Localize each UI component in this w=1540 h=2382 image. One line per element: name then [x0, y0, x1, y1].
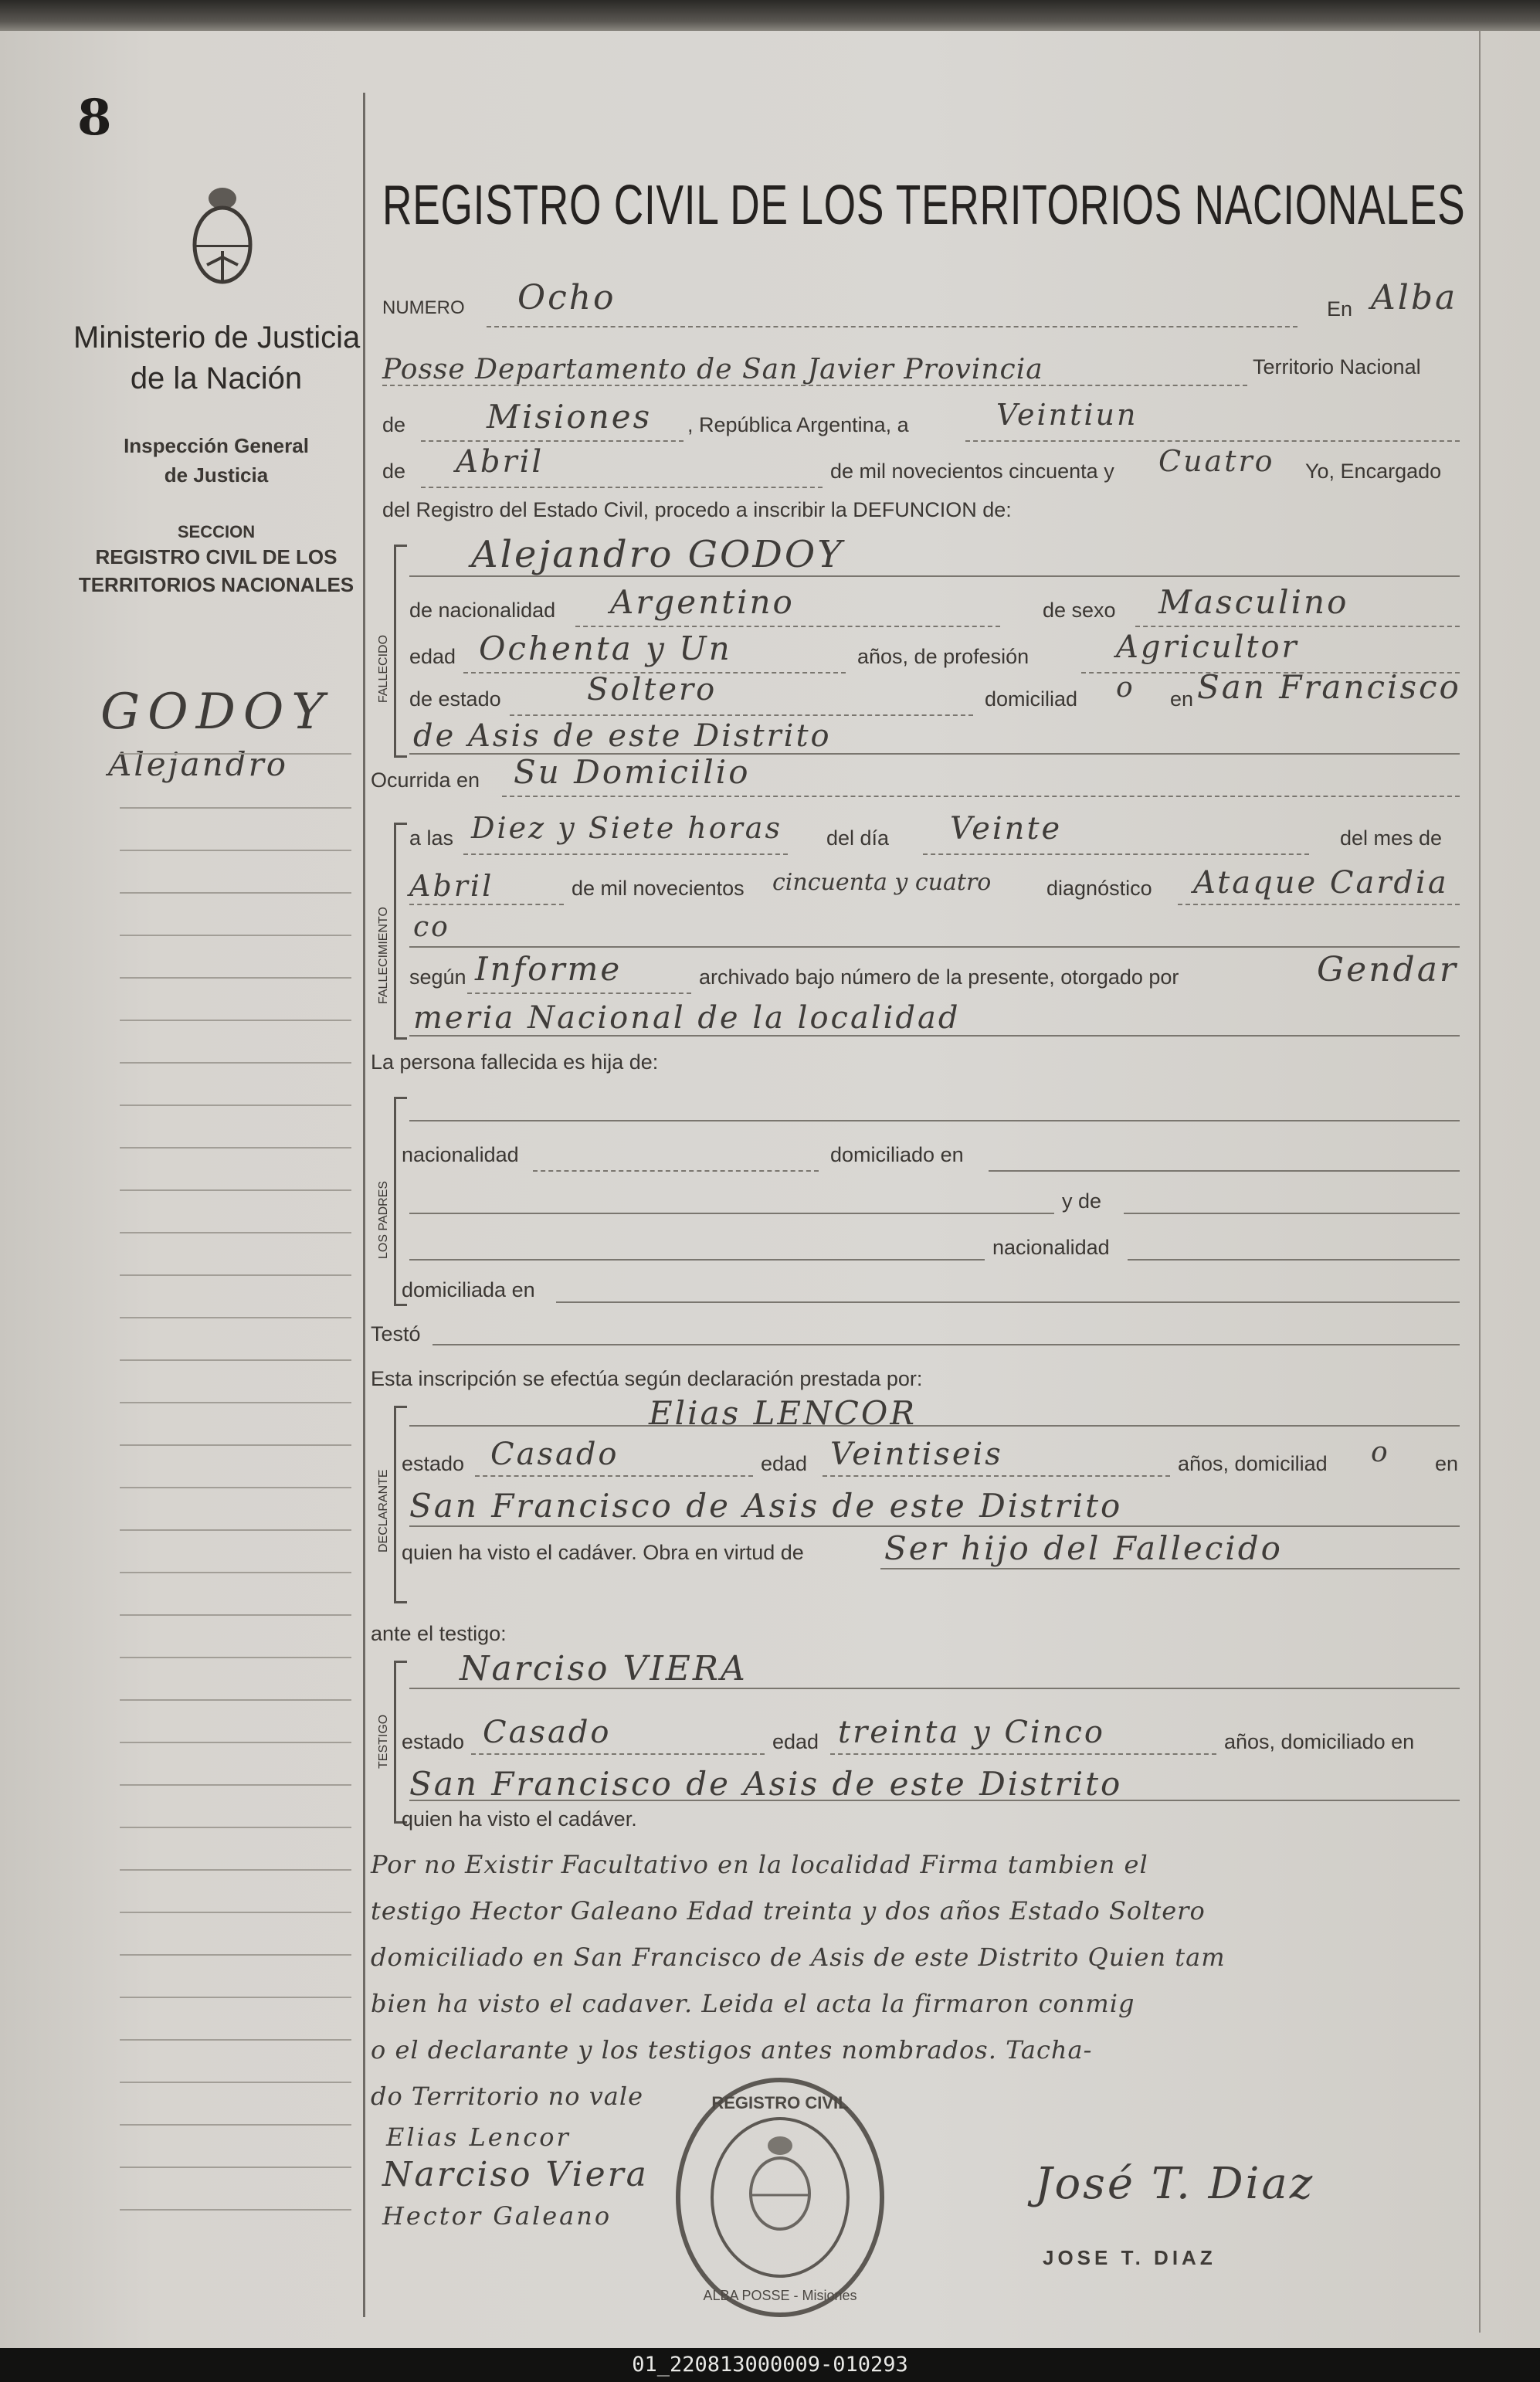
- line-nacionalidad: [575, 626, 1000, 627]
- signature-testigo-1: Narciso Viera: [382, 2155, 649, 2194]
- label-domiciliada-en: domiciliada en: [402, 1278, 535, 1301]
- value-testigo: Narciso VIERA: [460, 1649, 748, 1688]
- label-mil-nov: de mil novecientos: [572, 877, 745, 900]
- page-number: 8: [77, 89, 112, 147]
- line-mes: [409, 904, 564, 905]
- margin-rule: [120, 1147, 351, 1149]
- label-del-dia: del día: [826, 826, 890, 850]
- ministry-line-2: de la Nación: [130, 361, 303, 395]
- index-surname: GODOY: [100, 684, 332, 741]
- line-testigo-estado: [471, 1753, 765, 1755]
- line-madre-nombre: [1124, 1213, 1460, 1214]
- civil-registry-stamp-icon: [664, 2070, 896, 2325]
- section-line-2: REGISTRO CIVIL DE LOS: [95, 545, 338, 568]
- line-ocurrida: [502, 796, 1460, 797]
- register-page: [0, 31, 1540, 2348]
- label-en: En: [1327, 297, 1353, 321]
- line-estado: [510, 714, 973, 716]
- value-ano: Cuatro: [1158, 444, 1275, 478]
- label-inscripcion: Esta inscripción se efectúa según declaración prestada por:: [371, 1367, 923, 1390]
- label-domiciliad: domiciliad: [985, 687, 1078, 711]
- value-nacionalidad: Argentino: [610, 583, 795, 621]
- index-given-name: Alejandro: [108, 745, 288, 783]
- value-estado: Soltero: [587, 672, 717, 707]
- section-line-1: SECCION: [177, 522, 256, 541]
- label-a-las: a las: [409, 826, 454, 850]
- label-en-1: en: [1170, 687, 1194, 711]
- line-dia: [923, 853, 1309, 855]
- margin-rule: [120, 1827, 351, 1828]
- column-divider: [363, 93, 365, 2317]
- label-sexo: de sexo: [1043, 599, 1116, 622]
- value-domicilio-1: San Francisco: [1197, 668, 1461, 706]
- margin-rule: [120, 1487, 351, 1488]
- margin-rule: [120, 1742, 351, 1743]
- page-title: REGISTRO CIVIL DE LOS TERRITORIOS NACIONALES: [382, 175, 1466, 236]
- margin-rule: [120, 1062, 351, 1064]
- ministry-line-1: Ministerio de Justicia: [73, 321, 361, 355]
- line-declarante-domicilio: [409, 1525, 1460, 1527]
- label-republica: , República Argentina, a: [687, 413, 909, 436]
- side-label-fallecimiento: FALLECIMIENTO: [377, 907, 390, 1004]
- value-virtud: Ser hijo del Fallecido: [884, 1529, 1283, 1567]
- side-label-fallecido: FALLECIDO: [377, 634, 390, 703]
- margin-rule: [120, 1699, 351, 1701]
- margin-rule: [120, 2082, 351, 2083]
- stamp-bottom-text: ALBA POSSE - Misiones: [703, 2288, 857, 2303]
- bracket-padres: [394, 1097, 407, 1306]
- margin-rule: [120, 935, 351, 936]
- label-ante-testigo: ante el testigo:: [371, 1622, 507, 1645]
- line-padre-domicilio-2: [409, 1213, 1054, 1214]
- value-edad: Ochenta y Un: [479, 629, 732, 667]
- label-territorio: Territorio Nacional: [1253, 355, 1421, 378]
- line-madre-domicilio: [556, 1301, 1460, 1303]
- label-ocurrida: Ocurrida en: [371, 769, 480, 792]
- line-diagnostico: [1178, 904, 1460, 905]
- value-numero: Ocho: [517, 278, 616, 317]
- side-label-declarante: DECLARANTE: [377, 1469, 390, 1552]
- stamp-top-text: REGISTRO CIVIL: [711, 2093, 849, 2112]
- line-diagnostico-2: [409, 946, 1460, 948]
- line-numero: [487, 326, 1297, 327]
- label-de-1: de: [382, 413, 406, 436]
- section-line-3: TERRITORIOS NACIONALES: [78, 573, 354, 596]
- label-anos-dom-3: años, domiciliado en: [1224, 1730, 1415, 1753]
- label-del-mes: del mes de: [1340, 826, 1443, 850]
- margin-rule: [120, 892, 351, 894]
- label-anos-dom: años, domiciliad: [1178, 1452, 1328, 1475]
- note-line-4: bien ha visto el cadaver. Leida el acta la firmaron conmig: [371, 1989, 1135, 2018]
- label-mil: de mil novecientos cincuenta y: [830, 460, 1114, 483]
- line-hora: [463, 853, 788, 855]
- note-line-2: testigo Hector Galeano Edad treinta y dos años Estado Soltero: [371, 1896, 1206, 1926]
- top-edge: [0, 0, 1540, 31]
- value-otorgado-2: meria Nacional de la localidad: [413, 1000, 961, 1036]
- label-en-2: en: [1435, 1452, 1459, 1475]
- value-departamento: Posse Departamento de San Javier Provincia: [382, 354, 1043, 385]
- margin-rule: [120, 2124, 351, 2126]
- label-segun: según: [409, 965, 466, 989]
- line-declarante-edad: [823, 1475, 1170, 1477]
- line-testigo: [409, 1688, 1460, 1689]
- label-nacionalidad: de nacionalidad: [409, 599, 556, 622]
- line-provincia: [421, 440, 684, 442]
- line-declarante: [409, 1425, 1460, 1427]
- bracket-fallecimiento: [394, 823, 407, 1040]
- label-registro: del Registro del Estado Civil, procedo a inscribir la DEFUNCION de:: [382, 498, 1012, 521]
- line-testigo-domicilio: [409, 1800, 1460, 1801]
- line-virtud: [880, 1568, 1460, 1569]
- side-label-testigo: TESTIGO: [377, 1714, 390, 1769]
- value-testigo-edad: treinta y Cinco: [838, 1715, 1106, 1750]
- coat-of-arms-icon: [184, 182, 261, 294]
- margin-rule: [120, 1997, 351, 1998]
- line-departamento: [382, 385, 1247, 386]
- label-de-2: de: [382, 460, 406, 483]
- margin-rule: [120, 2039, 351, 2041]
- value-dia-registro: Veintiun: [996, 398, 1138, 432]
- margin-rule: [120, 1189, 351, 1191]
- margin-rule: [120, 1104, 351, 1106]
- value-declarante-dom-sufijo: o: [1371, 1437, 1390, 1468]
- official-name: JOSE T. DIAZ: [1043, 2246, 1216, 2269]
- value-nombre: Alejandro GODOY: [471, 533, 844, 576]
- label-nacionalidad-2: nacionalidad: [402, 1143, 519, 1166]
- signature-official: José T. Diaz: [1035, 2159, 1315, 2209]
- label-numero: NUMERO: [382, 297, 465, 318]
- value-declarante: Elias LENCOR: [649, 1394, 917, 1432]
- line-declarante-estado: [475, 1475, 753, 1477]
- value-testigo-domicilio: San Francisco de Asis de este Distrito: [409, 1765, 1123, 1803]
- label-edad-2: edad: [761, 1452, 808, 1475]
- bracket-declarante: [394, 1406, 407, 1603]
- margin-rule: [120, 1359, 351, 1361]
- label-estado: de estado: [409, 687, 501, 711]
- label-edad: edad: [409, 645, 456, 668]
- line-padre-domicilio: [989, 1170, 1460, 1172]
- value-profesion: Agricultor: [1116, 629, 1299, 665]
- line-madre-nacionalidad: [1128, 1259, 1460, 1261]
- label-testo: Testó: [371, 1322, 421, 1345]
- line-sexo: [1135, 626, 1460, 627]
- margin-rule: [120, 1869, 351, 1871]
- line-mes-registro: [421, 487, 823, 488]
- value-otorgado-1: Gendar: [1317, 950, 1458, 989]
- margin-rule: [120, 1529, 351, 1531]
- value-ocurrida: Su Domicilio: [514, 753, 751, 791]
- value-domicilio-2: de Asis de este Distrito: [413, 718, 832, 754]
- value-diagnostico-1: Ataque Cardia: [1193, 865, 1449, 901]
- margin-rule: [120, 1912, 351, 1913]
- line-dia-registro: [965, 440, 1460, 442]
- margin-rule: [120, 1317, 351, 1318]
- value-declarante-estado: Casado: [490, 1437, 619, 1472]
- label-profesion: años, de profesión: [857, 645, 1029, 668]
- right-border: [1479, 31, 1481, 2333]
- value-hora: Diez y Siete horas: [471, 811, 782, 845]
- label-domiciliado-en: domiciliado en: [830, 1143, 964, 1166]
- value-sexo: Masculino: [1158, 583, 1349, 621]
- margin-rule: [120, 1402, 351, 1403]
- label-archivado: archivado bajo número de la presente, otorgado por: [699, 965, 1179, 989]
- label-quien-cadaver: quien ha visto el cadáver. Obra en virtud de: [402, 1541, 804, 1564]
- margin-rule: [120, 1232, 351, 1233]
- line-padre-nacionalidad: [533, 1170, 819, 1172]
- line-segun: [467, 992, 691, 994]
- note-line-6: do Territorio no vale: [371, 2082, 644, 2111]
- value-localidad: Alba: [1371, 278, 1458, 317]
- label-quien-3: quien ha visto el cadáver.: [402, 1807, 637, 1831]
- margin-rule: [120, 2209, 351, 2211]
- signature-testigo-2: Hector Galeano: [382, 2201, 612, 2231]
- line-madre-2: [409, 1259, 985, 1261]
- label-y-de: y de: [1062, 1189, 1102, 1213]
- value-segun: Informe: [475, 950, 622, 988]
- margin-rule: [120, 1784, 351, 1786]
- label-edad-3: edad: [772, 1730, 819, 1753]
- margin-rule: [120, 1572, 351, 1573]
- line-nombre: [409, 575, 1460, 577]
- value-dia: Veinte: [950, 811, 1063, 847]
- margin-rule: [120, 753, 351, 755]
- value-dom-sufijo: o: [1116, 672, 1135, 704]
- label-estado-3: estado: [402, 1730, 465, 1753]
- margin-rule: [120, 850, 351, 851]
- label-estado-2: estado: [402, 1452, 465, 1475]
- margin-rule: [120, 807, 351, 809]
- side-label-padres: LOS PADRES: [377, 1180, 390, 1259]
- note-line-5: o el declarante y los testigos antes nombrados. Tacha-: [371, 2035, 1093, 2065]
- image-identifier: 01_220813000009-010293: [0, 2348, 1540, 2382]
- margin-rule: [120, 1020, 351, 1021]
- value-diagnostico-2: co: [413, 911, 450, 943]
- label-hija: La persona fallecida es hija de:: [371, 1050, 659, 1074]
- margin-rule: [120, 1274, 351, 1276]
- value-declarante-domicilio: San Francisco de Asis de este Distrito: [409, 1487, 1123, 1525]
- note-line-3: domiciliado en San Francisco de Asis de este Distrito Quien tam: [371, 1943, 1226, 1972]
- value-mes: Abril: [409, 869, 494, 903]
- line-testigo-edad: [830, 1753, 1216, 1755]
- margin-rule: [120, 1614, 351, 1616]
- signature-declarante: Elias Lencor: [386, 2122, 571, 2152]
- label-diagnostico: diagnóstico: [1046, 877, 1152, 900]
- note-line-1: Por no Existir Facultativo en la localidad Firma tambien el: [371, 1850, 1148, 1879]
- line-testo: [432, 1344, 1460, 1345]
- margin-rule: [120, 2167, 351, 2168]
- line-otorgado-2: [409, 1035, 1460, 1037]
- margin-rule: [120, 1444, 351, 1446]
- inspection-line-1: Inspección General: [124, 434, 309, 457]
- value-ano-fallec: cincuenta y cuatro: [772, 869, 992, 896]
- bracket-fallecido: [394, 545, 407, 758]
- value-mes-registro: Abril: [456, 444, 544, 480]
- margin-rule: [120, 1954, 351, 1956]
- margin-rule: [120, 977, 351, 979]
- value-declarante-edad: Veintiseis: [830, 1437, 1003, 1472]
- value-provincia: Misiones: [487, 398, 653, 436]
- value-testigo-estado: Casado: [483, 1715, 612, 1750]
- line-padre-nombre: [409, 1120, 1460, 1121]
- label-yo: Yo, Encargado: [1305, 460, 1442, 483]
- inspection-line-2: de Justicia: [164, 463, 269, 487]
- label-nacionalidad-3: nacionalidad: [992, 1236, 1110, 1259]
- margin-rule: [120, 1657, 351, 1658]
